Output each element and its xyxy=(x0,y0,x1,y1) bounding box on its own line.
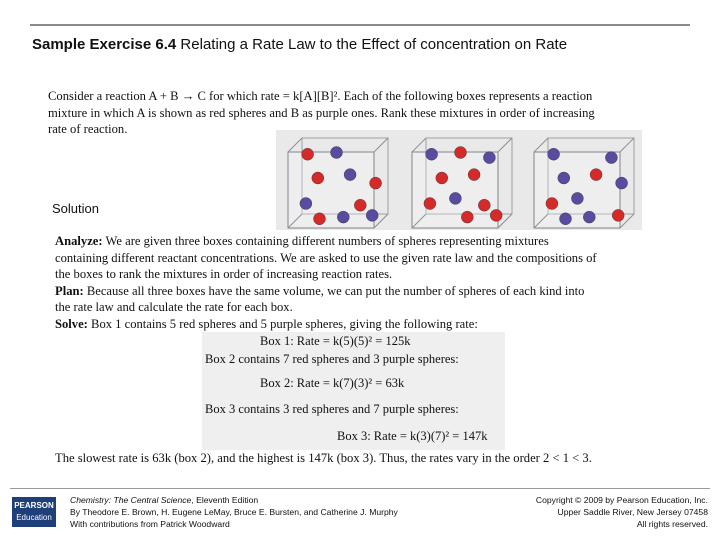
purple-sphere-b xyxy=(344,169,356,181)
problem-line: Consider a reaction A + B → C for which rate = k[A][B]². Each of the following boxes represents a reaction xyxy=(48,89,593,103)
red-sphere-a xyxy=(468,169,480,181)
box-front-face xyxy=(534,152,620,228)
purple-sphere-b xyxy=(331,147,343,159)
book-edition: , Eleventh Edition xyxy=(191,495,259,505)
purple-sphere-b xyxy=(616,177,628,189)
purple-sphere-b xyxy=(548,148,560,160)
copyright-notice xyxy=(536,494,708,530)
reaction-boxes-figure xyxy=(276,130,642,230)
problem-line: mixture in which A is shown as red spheres and B as purple ones. Rank these mixtures in order of increasing xyxy=(48,105,595,120)
rate-equations-panel xyxy=(202,332,505,450)
red-sphere-a xyxy=(354,199,366,211)
purple-sphere-b xyxy=(605,152,617,164)
title-text: Relating a Rate Law to the Effect of concentration on Rate xyxy=(176,36,568,53)
box-edge xyxy=(498,138,512,152)
book-title: Chemistry: The Central Science xyxy=(70,495,192,505)
reaction-box xyxy=(412,138,512,228)
reaction-box xyxy=(534,138,634,228)
purple-sphere-b xyxy=(571,192,583,204)
red-sphere-a xyxy=(590,169,602,181)
red-sphere-a xyxy=(490,209,502,221)
logo-word-education: Education xyxy=(16,513,52,522)
box-edge xyxy=(288,138,302,152)
plan-label: Plan: xyxy=(55,283,84,298)
page-title xyxy=(32,36,567,53)
pearson-logo xyxy=(12,497,56,527)
box-front-face xyxy=(412,152,498,228)
purple-sphere-b xyxy=(558,172,570,184)
purple-sphere-b xyxy=(300,198,312,210)
book-contributions: With contributions from Patrick Woodward xyxy=(70,519,230,529)
purple-sphere-b xyxy=(449,192,461,204)
box2-rate-equation: Box 2: Rate = k(7)(3)² = 63k xyxy=(260,376,405,390)
analyze-text: We are given three boxes containing different numbers of spheres representing mixtures xyxy=(102,234,549,248)
red-sphere-a xyxy=(455,147,467,159)
analyze-line: containing different reactant concentrations. We are asked to use the given rate law and the compositions of xyxy=(55,250,597,265)
logo-word-pearson: PEARSON xyxy=(14,501,54,510)
red-sphere-a xyxy=(461,211,473,223)
red-sphere-a xyxy=(612,209,624,221)
purple-sphere-b xyxy=(483,152,495,164)
box-edge xyxy=(620,138,634,152)
analyze-line xyxy=(55,233,665,250)
red-sphere-a xyxy=(478,199,490,211)
plan-line xyxy=(55,283,665,300)
book-title-line xyxy=(70,494,398,506)
solve-label: Solve: xyxy=(55,316,88,331)
box-edge xyxy=(534,138,548,152)
box-edge xyxy=(374,138,388,152)
conclusion-text: The slowest rate is 63k (box 2), and the highest is 147k (box 3). Thus, the rates vary in the order 2 < 1 < 3. xyxy=(55,451,592,465)
problem-line: rate of reaction. xyxy=(48,122,128,136)
footer-divider xyxy=(10,488,710,489)
plan-text: Because all three boxes have the same volume, we can put the number of spheres of each kind into xyxy=(83,283,585,298)
reaction-boxes-illustration xyxy=(276,130,642,230)
red-sphere-a xyxy=(302,148,314,160)
box2-description: Box 2 contains 7 red spheres and 3 purple spheres: xyxy=(205,352,459,366)
rights-line: All rights reserved. xyxy=(636,519,708,529)
red-sphere-a xyxy=(370,177,382,189)
purple-sphere-b xyxy=(366,209,378,221)
plan-line: the rate law and calculate the rate for each box. xyxy=(55,300,293,314)
box1-rate-equation: Box 1: Rate = k(5)(5)² = 125k xyxy=(260,334,411,348)
box3-rate-equation: Box 3: Rate = k(3)(7)² = 147k xyxy=(337,429,488,443)
red-sphere-a xyxy=(312,172,324,184)
book-authors: By Theodore E. Brown, H. Eugene LeMay, Bruce E. Bursten, and Catherine J. Murphy xyxy=(70,507,398,517)
red-sphere-a xyxy=(424,198,436,210)
purple-sphere-b xyxy=(560,213,572,225)
box3-description: Box 3 contains 3 red spheres and 7 purple spheres: xyxy=(205,402,459,416)
solution-body xyxy=(55,233,665,332)
solve-text: Box 1 contains 5 red spheres and 5 purple spheres, giving the following rate: xyxy=(87,316,478,331)
book-citation xyxy=(70,494,398,530)
box-edge xyxy=(412,138,426,152)
publisher-location: Upper Saddle River, New Jersey 07458 xyxy=(557,507,708,517)
purple-sphere-b xyxy=(337,211,349,223)
copyright-line: Copyright © 2009 by Pearson Education, Inc. xyxy=(535,495,708,505)
solve-line xyxy=(55,316,665,333)
title-exercise-number: Sample Exercise 6.4 xyxy=(32,36,177,53)
top-divider xyxy=(30,24,690,26)
box-front-face xyxy=(288,152,374,228)
red-sphere-a xyxy=(314,213,326,225)
purple-sphere-b xyxy=(583,211,595,223)
purple-sphere-b xyxy=(426,148,438,160)
solution-heading: Solution xyxy=(52,201,99,216)
red-sphere-a xyxy=(546,198,558,210)
red-sphere-a xyxy=(436,172,448,184)
analyze-line: the boxes to rank the mixtures in order of increasing reaction rates. xyxy=(55,267,393,281)
analyze-label: Analyze: xyxy=(55,234,103,248)
reaction-box xyxy=(288,138,388,228)
